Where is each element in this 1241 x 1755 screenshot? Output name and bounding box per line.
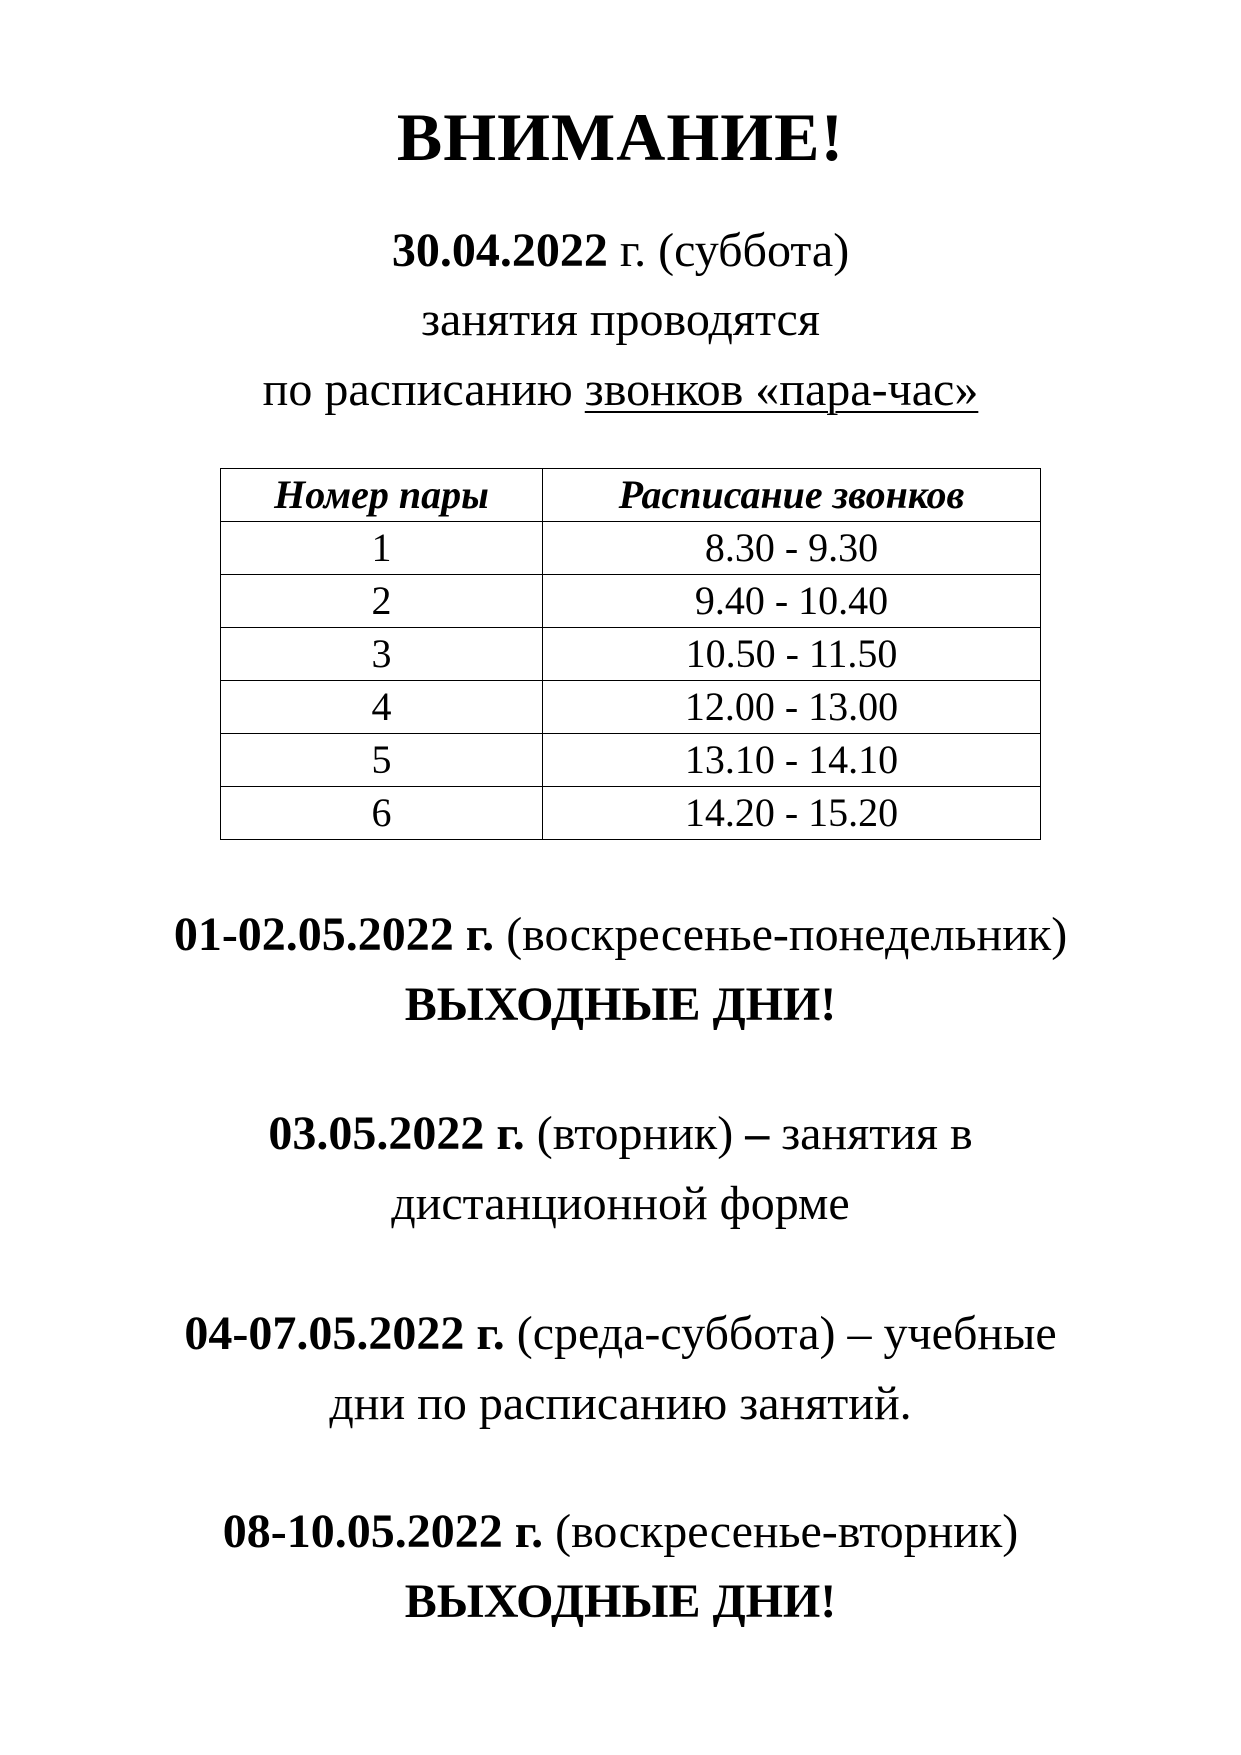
column-header-pair-number: Номер пары [221, 469, 543, 522]
notice-04-07-date: 04-07.05.2022 г. [184, 1307, 505, 1360]
table-row [221, 628, 1041, 681]
notice-01-02-days: (воскресенье-понедельник) [494, 908, 1068, 961]
bell-time-cell: 8.30 - 9.30 [543, 522, 1041, 575]
notice-03-line1 [0, 1107, 1241, 1160]
table-row [221, 787, 1041, 840]
notice-30-04-line3-prefix: по расписанию [262, 363, 585, 416]
notice-04-07-line1 [0, 1307, 1241, 1360]
notice-30-04-day: г. (суббота) [607, 224, 850, 277]
table-row [221, 734, 1041, 787]
notice-04-07-text1: (среда-суббота) – учебные [504, 1307, 1057, 1360]
bell-time-cell: 10.50 - 11.50 [543, 628, 1041, 681]
notice-01-02-line1 [0, 908, 1241, 961]
notice-30-04-line1 [0, 224, 1241, 277]
notice-30-04-line2: занятия проводятся [421, 293, 820, 346]
bell-time-cell: 13.10 - 14.10 [543, 734, 1041, 787]
table-row [221, 681, 1041, 734]
bell-schedule-type: звонков «пара-час» [584, 363, 979, 416]
bell-time-cell: 14.20 - 15.20 [543, 787, 1041, 840]
table-row [221, 575, 1041, 628]
pair-number-cell: 1 [221, 522, 543, 575]
bell-time-cell: 9.40 - 10.40 [543, 575, 1041, 628]
notice-08-10-date: 08-10.05.2022 г. [222, 1505, 544, 1558]
notice-01-02-status: ВЫХОДНЫЕ ДНИ! [404, 978, 837, 1031]
notice-03-dash: – [745, 1107, 770, 1160]
pair-number-cell: 5 [221, 734, 543, 787]
notice-04-07-line2: дни по расписанию занятий. [329, 1377, 912, 1430]
notice-03-text1: занятия в [769, 1107, 973, 1160]
notice-03-line2: дистанционной форме [391, 1177, 850, 1230]
notice-08-10-line1 [0, 1505, 1241, 1558]
column-header-bell-schedule: Расписание звонков [543, 469, 1041, 522]
table-header-row [221, 469, 1041, 522]
pair-number-cell: 3 [221, 628, 543, 681]
pair-number-cell: 4 [221, 681, 543, 734]
notice-30-04-line3 [0, 363, 1241, 416]
notice-01-02-date: 01-02.05.2022 г. [173, 908, 495, 961]
pair-number-cell: 2 [221, 575, 543, 628]
bell-time-cell: 12.00 - 13.00 [543, 681, 1041, 734]
notice-08-10-days: (воскресенье-вторник) [543, 1505, 1019, 1558]
notice-08-10-status: ВЫХОДНЫЕ ДНИ! [404, 1575, 837, 1628]
table-row [221, 522, 1041, 575]
notice-30-04-date: 30.04.2022 [391, 224, 608, 277]
notice-03-date: 03.05.2022 г. [268, 1107, 525, 1160]
bell-schedule-table [220, 468, 1041, 840]
page-title: ВНИМАНИЕ! [396, 99, 845, 175]
notice-03-day: (вторник) [524, 1107, 746, 1160]
pair-number-cell: 6 [221, 787, 543, 840]
